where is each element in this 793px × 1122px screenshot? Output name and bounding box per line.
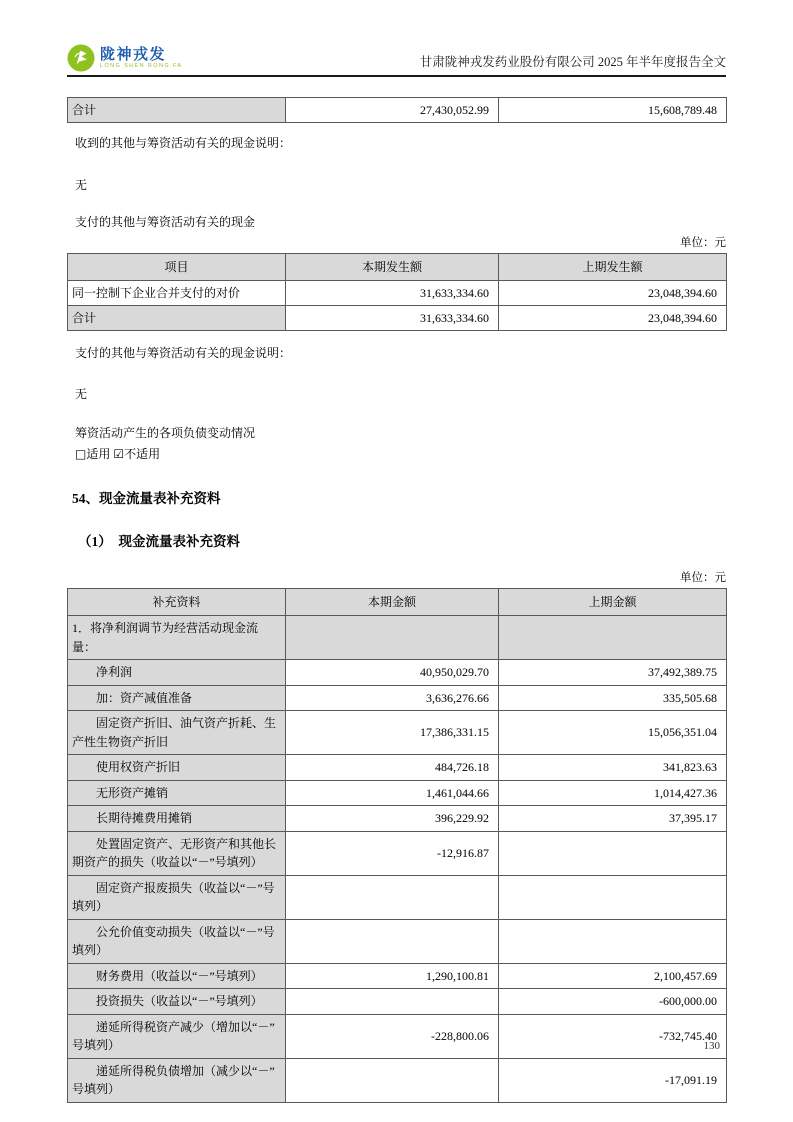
col-header-item: 项目 [68,254,286,281]
table-row [68,963,727,989]
table-row [68,875,727,919]
row-label: 合计 [68,306,286,331]
row-current-value [286,616,499,660]
row-current-value: 396,229.92 [286,806,499,832]
table-row [68,281,727,306]
paid-cash-note: 支付的其他与筹资活动有关的现金说明： [75,346,292,360]
row-current-value: -12,916.87 [286,831,499,875]
row-label: 1．将净利润调节为经营活动现金流量： [68,616,286,660]
table-row [68,98,727,123]
total-row-prior-value: 15,608,789.48 [499,98,727,123]
row-current-value: 40,950,029.70 [286,660,499,686]
logo-icon [67,44,95,72]
liabilities-change-title: 筹资活动产生的各项负债变动情况 [75,426,256,440]
col-header-current: 本期金额 [286,589,499,616]
company-logo [67,44,182,72]
row-current-value: -228,800.06 [286,1014,499,1058]
table-header-row [68,254,727,281]
table-row-total [68,306,727,331]
table-row [68,1014,727,1058]
page-number: 130 [703,1040,720,1052]
unit-label: 单位：元 [680,237,726,249]
row-prior-value: 37,492,389.75 [499,660,727,686]
row-prior-value: 341,823.63 [499,755,727,781]
row-current-value [286,1058,499,1102]
col-header-prior: 上期发生额 [499,254,727,281]
row-prior-value: 1,014,427.36 [499,780,727,806]
col-header-current: 本期发生额 [286,254,499,281]
row-prior-value [499,919,727,963]
row-prior-value [499,616,727,660]
table-row [68,685,727,711]
paid-other-cash-table [67,253,727,331]
col-header-item: 补充资料 [68,589,286,616]
row-label: 公允价值变动损失（收益以“－”号填列） [68,919,286,963]
row-prior-value: 15,056,351.04 [499,711,727,755]
row-label: 同一控制下企业合并支付的对价 [68,281,286,306]
row-prior-value: 23,048,394.60 [499,306,727,331]
row-prior-value: 335,505.68 [499,685,727,711]
row-label: 使用权资产折旧 [68,755,286,781]
table-row [68,989,727,1015]
row-label: 长期待摊费用摊销 [68,806,286,832]
cash-flow-supplementary-table [67,588,727,1103]
row-prior-value: 2,100,457.69 [499,963,727,989]
brand-name-cn: 陇神戎发 [100,45,167,63]
row-current-value [286,989,499,1015]
row-label: 无形资产摊销 [68,780,286,806]
paid-other-cash-title: 支付的其他与筹资活动有关的现金 [75,215,256,229]
row-label: 处置固定资产、无形资产和其他长期资产的损失（收益以“－”号填列） [68,831,286,875]
row-current-value: 484,726.18 [286,755,499,781]
received-other-cash-total-table [67,97,727,123]
col-header-prior: 上期金额 [499,589,727,616]
unit-label: 单位：元 [680,572,726,584]
row-label: 递延所得税资产减少（增加以“－”号填列） [68,1014,286,1058]
table-row [68,780,727,806]
table-row [68,755,727,781]
row-current-value [286,919,499,963]
row-label: 递延所得税负债增加（减少以“－”号填列） [68,1058,286,1102]
section-54-1-heading: （1） 现金流量表补充资料 [78,534,240,549]
row-prior-value: 23,048,394.60 [499,281,727,306]
row-prior-value: -600,000.00 [499,989,727,1015]
table-row [68,831,727,875]
table-row-group [68,616,727,660]
row-current-value: 17,386,331.15 [286,711,499,755]
table-row [68,806,727,832]
row-current-value: 31,633,334.60 [286,281,499,306]
row-prior-value [499,831,727,875]
row-label: 投资损失（收益以“－”号填列） [68,989,286,1015]
applicability-checkboxes [67,446,726,462]
section-54-heading: 54、现金流量表补充资料 [72,491,221,506]
row-label: 净利润 [68,660,286,686]
checkbox-unchecked-icon: □ [75,447,87,461]
row-current-value: 31,633,334.60 [286,306,499,331]
total-row-current-value: 27,430,052.99 [286,98,499,123]
table-row [68,711,727,755]
row-prior-value: -732,745.40 [499,1014,727,1058]
checkbox-checked-icon: ☑ [113,447,125,461]
table-row [68,1058,727,1102]
row-label: 财务费用（收益以“－”号填列） [68,963,286,989]
row-prior-value [499,875,727,919]
received-cash-note: 收到的其他与筹资活动有关的现金说明： [75,136,292,150]
row-prior-value: -17,091.19 [499,1058,727,1102]
row-current-value [286,875,499,919]
applicable-label: 适用 [86,447,111,461]
row-current-value: 1,461,044.66 [286,780,499,806]
row-prior-value: 37,395.17 [499,806,727,832]
paid-cash-none: 无 [75,387,88,401]
table-row [68,660,727,686]
table-row [68,919,727,963]
page-header [67,46,726,77]
row-current-value: 1,290,100.81 [286,963,499,989]
row-current-value: 3,636,276.66 [286,685,499,711]
row-label: 固定资产报废损失（收益以“－”号填列） [68,875,286,919]
logo-text [100,47,182,70]
total-row-label: 合计 [68,98,286,123]
row-label: 固定资产折旧、油气资产折耗、生产性生物资产折旧 [68,711,286,755]
brand-name-en: LONG SHEN RONG FA [100,62,183,69]
row-label: 加：资产减值准备 [68,685,286,711]
document-title: 甘肃陇神戎发药业股份有限公司 2025 年半年度报告全文 [419,55,726,69]
table-header-row [68,589,727,616]
not-applicable-label: 不适用 [124,447,161,461]
received-cash-none: 无 [75,178,88,192]
